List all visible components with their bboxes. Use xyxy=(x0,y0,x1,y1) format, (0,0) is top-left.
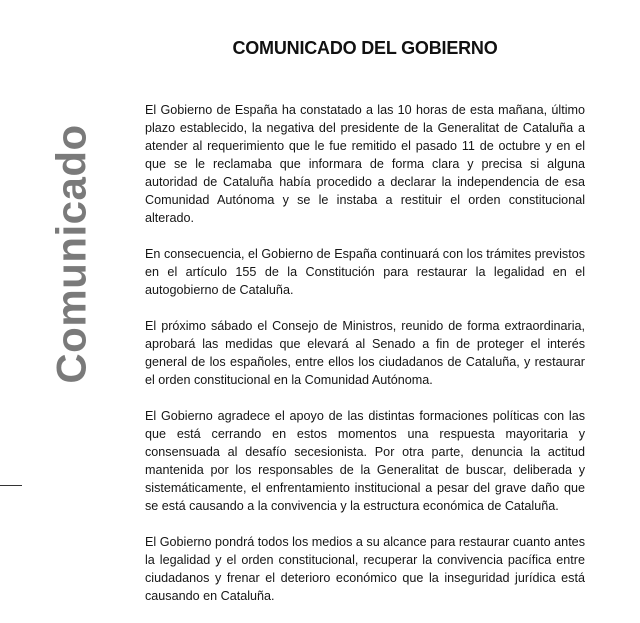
body-paragraph: En consecuencia, el Gobierno de España continuará con los trámites previstos en el artículo 155 de la Constitución para restaurar la legalidad en el autogobierno de Cataluña. xyxy=(145,247,585,297)
side-label-text: Comunicado xyxy=(48,124,95,384)
margin-rule xyxy=(0,485,22,486)
body-paragraph: El próximo sábado el Consejo de Ministros, reunido de forma extraordinaria, aprobará las medidas que elevará al Senado a fin de proteger el interés general de los españoles, entre ellos los ciudadanos de Cataluña, y restaurar el orden constitucional en la Comunidad Autónoma. xyxy=(145,319,585,387)
document-title: COMUNICADO DEL GOBIERNO xyxy=(232,38,498,58)
document-body xyxy=(145,101,585,623)
body-paragraph: El Gobierno pondrá todos los medios a su alcance para restaurar cuanto antes la legalidad y el orden constitucional, recuperar la convivencia pacífica entre ciudadanos y frenar el deterioro económico que la inseguridad jurídica está causando en Cataluña. xyxy=(145,535,585,603)
body-paragraph: El Gobierno de España ha constatado a las 10 horas de esta mañana, último plazo establecido, la negativa del presidente de la Generalitat de Cataluña a atender al requerimiento que le fue remitido el pasado 11 de octubre y en el que se le reclamaba que informara de forma clara y precisa si alguna autoridad de Cataluña había procedido a declarar la independencia de esa Comunidad Autónoma y se le instaba a restituir el orden constitucional alterado. xyxy=(145,103,585,225)
side-label xyxy=(50,125,94,383)
body-paragraph: El Gobierno agradece el apoyo de las distintas formaciones políticas con las que está cerrando en estos momentos una respuesta mayoritaria y consensuada al desafío secesionista. Por otra parte, denuncia la actitud mantenida por los responsables de la Generalitat de buscar, deliberada y sistemáticamente, el enfrentamiento institucional a pesar del grave daño que se está causando a la convivencia y la estructura económica de Cataluña. xyxy=(145,409,585,513)
